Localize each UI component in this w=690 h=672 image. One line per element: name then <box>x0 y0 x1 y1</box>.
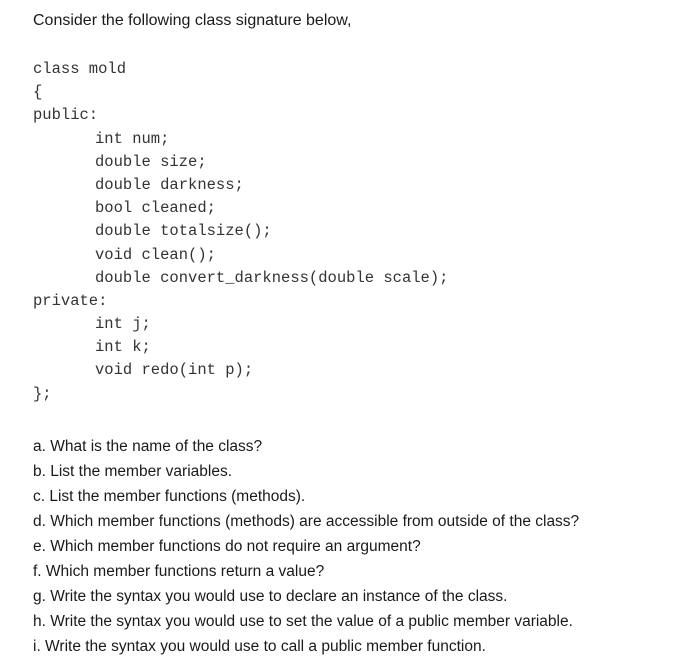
code-public-member: int num; <box>95 129 170 148</box>
code-private-member: int k; <box>95 338 151 357</box>
code-public-member: double darkness; <box>95 175 244 194</box>
code-public-member: void clean(); <box>95 245 216 264</box>
question-a: a. What is the name of the class? <box>33 438 263 455</box>
code-block <box>33 58 448 406</box>
question-b: b. List the member variables. <box>33 463 233 480</box>
question-e: e. Which member functions do not require an argument? <box>33 538 421 555</box>
question-d: d. Which member functions (methods) are accessible from outside of the class? <box>33 513 580 530</box>
code-public-member: double size; <box>95 152 207 171</box>
question-list <box>33 434 579 659</box>
code-public-member: double convert_darkness(double scale); <box>95 268 449 287</box>
code-open-brace: { <box>33 83 43 102</box>
question-c: c. List the member functions (methods). <box>33 488 306 505</box>
code-public-label: public: <box>33 106 99 125</box>
intro-text: Consider the following class signature below, <box>33 12 352 29</box>
code-private-member: int j; <box>95 315 151 334</box>
code-public-member: double totalsize(); <box>95 222 272 241</box>
question-f: f. Which member functions return a value? <box>33 563 325 580</box>
code-close-brace: }; <box>33 384 52 403</box>
code-private-member: void redo(int p); <box>95 361 254 380</box>
code-private-label: private: <box>33 291 108 310</box>
code-public-member: bool cleaned; <box>95 199 216 218</box>
question-h: h. Write the syntax you would use to set the value of a public member variable. <box>33 613 573 630</box>
question-i: i. Write the syntax you would use to call a public member function. <box>33 638 486 655</box>
code-class-declaration: class mold <box>33 60 127 78</box>
question-g: g. Write the syntax you would use to declare an instance of the class. <box>33 588 508 605</box>
